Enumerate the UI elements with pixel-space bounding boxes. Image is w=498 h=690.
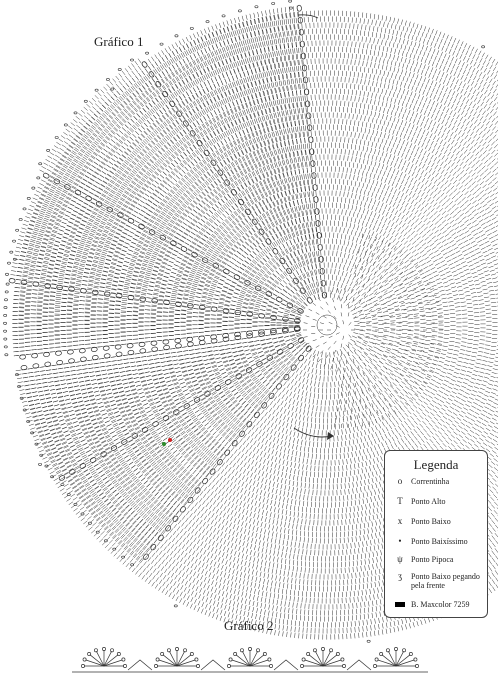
- legend-label: Ponto Alto: [411, 497, 446, 506]
- chart-1-title: Gráfico 1: [94, 34, 144, 49]
- accent-dot-red: [168, 438, 172, 442]
- legend-label: Correntinha: [411, 477, 450, 486]
- legend-label: B. Maxcolor 7259: [411, 600, 470, 609]
- legend-label: Ponto Baixo: [411, 517, 451, 526]
- legend-box: [384, 450, 488, 618]
- yarn-swatch-icon: [393, 600, 407, 609]
- chart-2-title: Gráfico 2: [224, 618, 274, 633]
- double-crochet-icon: T: [397, 496, 403, 506]
- spoke-lines: [9, 5, 327, 560]
- popcorn-stitch-icon: ψ: [397, 554, 403, 564]
- chain-stitch-icon: o: [397, 476, 403, 486]
- front-post-stitch-icon: ʒ: [398, 571, 402, 581]
- single-crochet-icon: x: [397, 516, 403, 526]
- legend-label: Ponto Baixíssimo: [411, 537, 468, 546]
- arrow-head: [327, 432, 334, 440]
- legend-title: Legenda: [413, 457, 459, 472]
- legend-label: Ponto Pipoca: [411, 555, 454, 564]
- slip-stitch-icon: •: [398, 536, 402, 546]
- accent-dot-green: [162, 442, 166, 446]
- legend-label: Ponto Baixo pegando pela frente: [411, 572, 480, 590]
- border-strip: [72, 647, 428, 672]
